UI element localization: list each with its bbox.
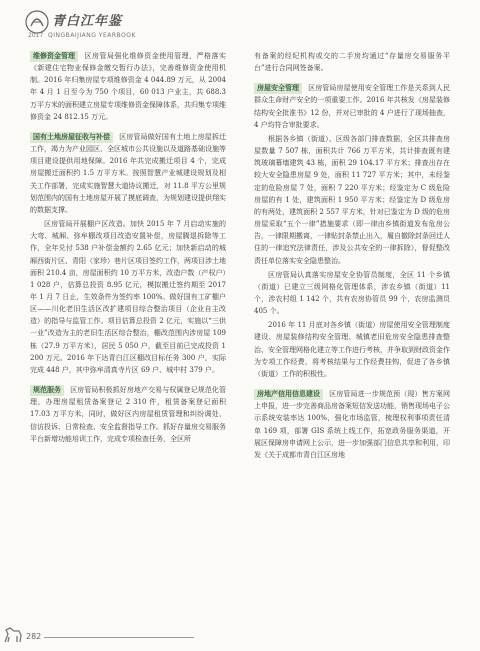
yearbook-year: 2017 xyxy=(28,32,44,39)
section-heading: 维修资金管理 xyxy=(30,51,78,62)
section-text: 区房管局积极抓好房地产交易与权属登记规范化管理，办理房屋租赁备案登记 2 310 件，租赁备案登记面积 17.03 万平方米，同时，做好区内房屋租赁管理和纠纷调处、信访投诉、日常检查、安全监督指导工作。抓好存量房交易服务平台新增功能培训工作，完成专项检查任务，全区所 xyxy=(30,386,226,443)
section-text: 区房管局做好国有土地上房屋拆迁工作，竭力为产业园区、全区城市公共设施以及道路基础设施等项目建设提供用地保障。2016 年共完成搬迁项目 4 个，完成房屋搬迁面积约 1.5 万平方米。按照智慧产业城建设规划及相关工作部署，完成实施智慧大道协议搬迁，对 11.8 平方公里规划范围内的国有土地房屋开展了摸底调查，为规划建设提供翔实的数据支撑。 xyxy=(30,132,226,214)
yearbook-subtitle: QINGBAIJIANG YEARBOOK xyxy=(48,32,136,39)
paragraph-safety-assistants: 区房管局认真落实房屋安全协管员制度，全区 11 个乡镇（街道）已建立三级网格化管理体系，涉农乡镇（街道）11 个，涉农村组 1 142 个，共有农房协管员 99 个，农房监测员 405 个。 xyxy=(254,270,450,316)
footer-rule xyxy=(44,637,194,638)
page-header xyxy=(22,6,222,42)
section-text: 区房管局进一步规范预（现）售方案网上申报，进一步完善商品房备案短信发送功能，销售现场电子公示系统安装率达 100%，强化市场监管，梳理权利事项责任清单 169 项，部署 GIS 系统上线工作，拓宽政务服务渠道，开展区保障房申请网上公示，进一步加强部门信息共享和利用，印发《关于成都市青白江区房地 xyxy=(254,390,450,459)
section-heading: 房地产信用信息建设 xyxy=(254,389,323,400)
section-maintenance-fund xyxy=(30,50,226,123)
section-land-expropriation xyxy=(30,131,226,216)
section-credit-information xyxy=(254,388,450,461)
section-text: 区房管局房屋使用安全管理工作是关系到人民群众生命财产安全的一项重要工作。2016 年共核发《房屋装修结构安全批准书》12 份，并对已审批的 4 户进行了现场抽查，4 户均符合审批要求。 xyxy=(254,84,450,129)
section-standard-service xyxy=(30,384,226,445)
yearbook-title: 青白江年鉴 xyxy=(52,14,123,29)
right-column xyxy=(254,50,450,463)
section-heading: 规范服务 xyxy=(30,385,64,396)
page-number: 282 xyxy=(26,632,42,641)
page-footer xyxy=(0,624,480,651)
paragraph-shantytown-renovation: 区房管局开展棚户区改造。加快 2015 年 7 月启动实施的大弯、城厢、弥牟棚改项目改造安置补偿，房屋腾退拆除等工作，全年兑付 538 户补偿金额约 2.65 亿元；加快新启动的城厢西街片区、青阳（家珍）巷片区项目签约工作，两项目涉土地面积 210.4 亩，房屋面积约 10 万平方米，改造户数（产权户）1 028 户，估算总投资 8.95 亿元，模拟搬迁签约期至 2017 年 1 月 7 日止，生效条件为签约率 100%。做好国有工矿棚户区——川化老旧生活区改扩建项目综合整治项目（企业自主改造）的指导与监管工作。项目估算总投资 2 亿元，实施以“三供一业”改造为主的老旧生活区综合整治，棚改范围内涉房屋 109 栋（27.9 万平方米），居民 5 050 户，截至目前已完成投资 1 200 万元。2016 年下达青白江区棚改目标任务 300 户，实际完成 448 户，其中弥牟清真寺片区 69 户、城中村 379 户。 xyxy=(30,220,226,374)
paragraph-continued: 有备案的经纪机构或交的二手房均通过“存量房交易服务平台”进行合同网签备案。 xyxy=(254,52,450,73)
paragraph-assessment: 2016 年 11 月底对各乡镇（街道）房屋使用安全管理制度建设、房屋装修结构安全管理、城镇老旧危房安全隐患排查整治、安全管理网格化建立等工作进行考核，并争取到财政资金作为专项工作经费，将考核结果与工作经费挂钩，促进了各乡镇（街道）工作的积极性。 xyxy=(254,321,450,378)
section-heading: 国有土地房屋征收与补偿 xyxy=(30,132,113,143)
horse-icon xyxy=(2,624,24,646)
section-heading: 房屋安全管理 xyxy=(254,83,302,94)
paragraph-housing-survey: 根据各乡镇（街道）、区级各部门排查数据，全区共排查房屋数量 7 507 栋，面积共计 766 万平方米，共计排查既有建筑玻璃幕墙建筑 43 栋，面积 29 104.17 平方米；排查出存在较大安全隐患房屋 9 处，面积 11 727 平方米；其中，未经鉴定的危险房屋 7 处，面积 7 220 平方米；经鉴定为 C 级危险房屋的有 1 处，建筑面积 1 950 平方米；经鉴定为 D 级危房的有两处，建筑面积 2 557 平方米，针对已鉴定为 D 级的危房房屋采取“五个一律”措施要求（即一律由乡镇街道发布危房公告，一律限期搬离，一律贴封条禁止出入，履自撤除封条回迁人住的一律追究法律责任，涉及公共安全的一律拆除），督促整改责任单位落实安全隐患整治。 xyxy=(254,134,450,265)
section-text: 区房管局强化维修资金使用管理，严格落实《新建住宅物业保修金缴交暂行办法》，完善维修资金使用机制。2016 年归集房屋专项维修资金 4 044.89 万元，从 2004 年 4 月 1 日至今为 750 个项目，60 013 户业主，共 688.3 万平方米的面积建立房屋专项维修资金保障体系，共归集专项维修资金 24 812.15 万元。 xyxy=(30,52,226,121)
section-housing-safety xyxy=(254,82,450,131)
left-column xyxy=(30,50,226,447)
